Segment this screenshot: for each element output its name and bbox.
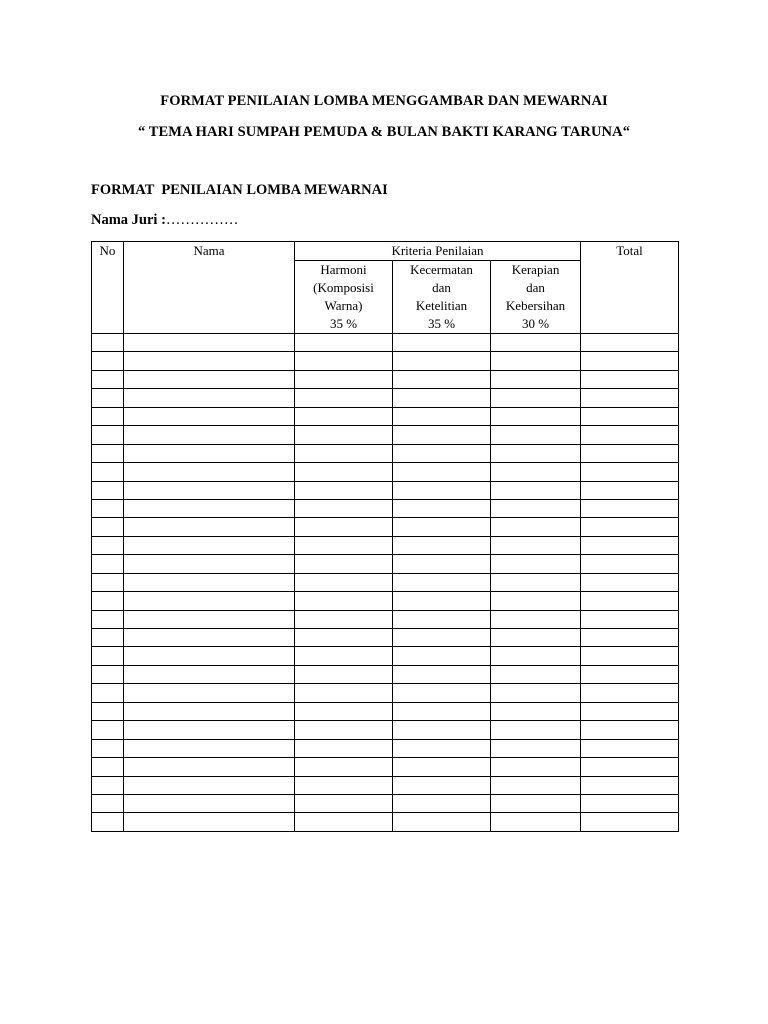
cell-kerapian: [491, 758, 581, 776]
table-row: [92, 499, 679, 517]
table-row: [92, 352, 679, 370]
table-row: [92, 684, 679, 702]
table-row: [92, 518, 679, 536]
cell-nama: [124, 389, 295, 407]
cell-nama: [124, 334, 295, 352]
cell-total: [581, 389, 679, 407]
document-subtitle: “ TEMA HARI SUMPAH PEMUDA & BULAN BAKTI KARANG TARUNA“: [137, 124, 631, 140]
cell-kecermatan: [393, 407, 491, 425]
cell-kerapian: [491, 555, 581, 573]
cell-kerapian: [491, 518, 581, 536]
table-row: [92, 555, 679, 573]
judge-name-blank: ……………: [165, 212, 239, 228]
criterion-line: dan: [526, 280, 545, 295]
cell-total: [581, 629, 679, 647]
cell-harmoni: [295, 499, 393, 517]
cell-nama: [124, 665, 295, 683]
table-row: [92, 776, 679, 794]
cell-kerapian: [491, 629, 581, 647]
table-row: [92, 739, 679, 757]
cell-harmoni: [295, 794, 393, 812]
cell-harmoni: [295, 334, 393, 352]
cell-no: [92, 573, 124, 591]
cell-harmoni: [295, 776, 393, 794]
table-row: [92, 702, 679, 720]
cell-kerapian: [491, 721, 581, 739]
cell-no: [92, 481, 124, 499]
cell-nama: [124, 629, 295, 647]
cell-nama: [124, 555, 295, 573]
cell-nama: [124, 794, 295, 812]
criterion-line: Harmoni: [320, 262, 367, 277]
cell-harmoni: [295, 407, 393, 425]
cell-total: [581, 499, 679, 517]
cell-kecermatan: [393, 758, 491, 776]
cell-no: [92, 555, 124, 573]
cell-harmoni: [295, 389, 393, 407]
cell-total: [581, 426, 679, 444]
cell-kecermatan: [393, 334, 491, 352]
cell-harmoni: [295, 555, 393, 573]
cell-harmoni: [295, 739, 393, 757]
table-row: [92, 463, 679, 481]
section-heading: FORMAT PENILAIAN LOMBA MEWARNAI: [91, 182, 388, 198]
document-title: FORMAT PENILAIAN LOMBA MENGGAMBAR DAN MEWARNAI: [160, 93, 608, 109]
cell-no: [92, 794, 124, 812]
cell-harmoni: [295, 444, 393, 462]
cell-kerapian: [491, 813, 581, 831]
cell-kerapian: [491, 499, 581, 517]
cell-no: [92, 352, 124, 370]
cell-kecermatan: [393, 721, 491, 739]
cell-total: [581, 665, 679, 683]
cell-kecermatan: [393, 389, 491, 407]
cell-kerapian: [491, 647, 581, 665]
header-nama: Nama: [124, 242, 295, 334]
cell-harmoni: [295, 518, 393, 536]
cell-kerapian: [491, 592, 581, 610]
cell-kecermatan: [393, 555, 491, 573]
cell-total: [581, 794, 679, 812]
cell-total: [581, 813, 679, 831]
cell-nama: [124, 481, 295, 499]
cell-nama: [124, 647, 295, 665]
cell-total: [581, 481, 679, 499]
cell-no: [92, 702, 124, 720]
cell-nama: [124, 407, 295, 425]
cell-harmoni: [295, 813, 393, 831]
cell-no: [92, 407, 124, 425]
cell-kerapian: [491, 684, 581, 702]
cell-total: [581, 702, 679, 720]
cell-nama: [124, 610, 295, 628]
cell-kerapian: [491, 334, 581, 352]
cell-nama: [124, 684, 295, 702]
cell-total: [581, 647, 679, 665]
cell-kecermatan: [393, 665, 491, 683]
cell-no: [92, 444, 124, 462]
table-row: [92, 813, 679, 831]
cell-total: [581, 334, 679, 352]
cell-kerapian: [491, 573, 581, 591]
cell-no: [92, 610, 124, 628]
cell-kerapian: [491, 610, 581, 628]
cell-no: [92, 426, 124, 444]
cell-nama: [124, 352, 295, 370]
cell-harmoni: [295, 463, 393, 481]
cell-no: [92, 739, 124, 757]
cell-total: [581, 444, 679, 462]
criterion-line: Kerapian: [511, 262, 560, 277]
cell-no: [92, 334, 124, 352]
header-kriteria: Kriteria Penilaian: [295, 242, 581, 261]
cell-no: [92, 758, 124, 776]
cell-harmoni: [295, 536, 393, 554]
table-row: [92, 370, 679, 388]
cell-no: [92, 592, 124, 610]
criterion-weight: 35 %: [329, 316, 358, 331]
cell-nama: [124, 370, 295, 388]
table-row: [92, 592, 679, 610]
cell-total: [581, 610, 679, 628]
cell-kecermatan: [393, 610, 491, 628]
cell-kecermatan: [393, 702, 491, 720]
cell-harmoni: [295, 370, 393, 388]
cell-kecermatan: [393, 776, 491, 794]
criterion-line: Warna): [324, 298, 363, 313]
criterion-kerapian: [491, 261, 581, 334]
criterion-kecermatan: [393, 261, 491, 334]
criterion-harmoni: [295, 261, 393, 334]
table-row: [92, 794, 679, 812]
cell-kecermatan: [393, 629, 491, 647]
cell-nama: [124, 463, 295, 481]
cell-kerapian: [491, 481, 581, 499]
cell-nama: [124, 499, 295, 517]
criterion-line: (Komposisi: [313, 280, 374, 295]
cell-kerapian: [491, 389, 581, 407]
cell-nama: [124, 426, 295, 444]
cell-no: [92, 499, 124, 517]
cell-harmoni: [295, 573, 393, 591]
cell-total: [581, 463, 679, 481]
cell-kecermatan: [393, 444, 491, 462]
cell-kerapian: [491, 702, 581, 720]
cell-total: [581, 407, 679, 425]
cell-total: [581, 536, 679, 554]
criterion-line: Kecermatan: [410, 262, 473, 277]
cell-kecermatan: [393, 684, 491, 702]
table-row: [92, 629, 679, 647]
cell-kecermatan: [393, 592, 491, 610]
header-total: Total: [581, 242, 679, 334]
cell-nama: [124, 702, 295, 720]
table-row: [92, 426, 679, 444]
cell-nama: [124, 518, 295, 536]
cell-kerapian: [491, 463, 581, 481]
header-no: No: [92, 242, 124, 334]
table-row: [92, 610, 679, 628]
cell-total: [581, 573, 679, 591]
cell-nama: [124, 536, 295, 554]
cell-total: [581, 352, 679, 370]
table-row: [92, 665, 679, 683]
cell-no: [92, 518, 124, 536]
cell-harmoni: [295, 610, 393, 628]
judge-name-label: Nama Juri :: [91, 212, 166, 228]
cell-harmoni: [295, 758, 393, 776]
cell-kecermatan: [393, 518, 491, 536]
cell-kecermatan: [393, 463, 491, 481]
cell-nama: [124, 573, 295, 591]
table-row: [92, 573, 679, 591]
cell-kecermatan: [393, 481, 491, 499]
cell-harmoni: [295, 592, 393, 610]
cell-no: [92, 813, 124, 831]
criterion-line: dan: [432, 280, 451, 295]
cell-nama: [124, 739, 295, 757]
cell-kerapian: [491, 444, 581, 462]
table-row: [92, 407, 679, 425]
cell-kecermatan: [393, 647, 491, 665]
cell-kecermatan: [393, 499, 491, 517]
judge-name-line: [91, 212, 238, 229]
cell-kecermatan: [393, 813, 491, 831]
scoring-table-body: [92, 334, 679, 832]
cell-total: [581, 592, 679, 610]
cell-no: [92, 389, 124, 407]
cell-no: [92, 629, 124, 647]
cell-kerapian: [491, 536, 581, 554]
cell-harmoni: [295, 352, 393, 370]
cell-total: [581, 518, 679, 536]
cell-total: [581, 776, 679, 794]
cell-total: [581, 370, 679, 388]
criterion-weight: 35 %: [427, 316, 456, 331]
table-row: [92, 444, 679, 462]
cell-harmoni: [295, 426, 393, 444]
cell-harmoni: [295, 629, 393, 647]
cell-kecermatan: [393, 573, 491, 591]
criterion-line: Kebersihan: [505, 298, 566, 313]
cell-harmoni: [295, 647, 393, 665]
cell-kecermatan: [393, 794, 491, 812]
criterion-line: Ketelitian: [415, 298, 468, 313]
table-row: [92, 389, 679, 407]
cell-total: [581, 721, 679, 739]
cell-kerapian: [491, 665, 581, 683]
cell-no: [92, 665, 124, 683]
cell-no: [92, 721, 124, 739]
cell-harmoni: [295, 684, 393, 702]
table-row: [92, 481, 679, 499]
cell-harmoni: [295, 481, 393, 499]
table-row: [92, 758, 679, 776]
cell-harmoni: [295, 665, 393, 683]
cell-no: [92, 647, 124, 665]
cell-total: [581, 555, 679, 573]
cell-kerapian: [491, 794, 581, 812]
cell-kecermatan: [393, 352, 491, 370]
cell-kerapian: [491, 776, 581, 794]
cell-kerapian: [491, 426, 581, 444]
table-row: [92, 647, 679, 665]
cell-kecermatan: [393, 370, 491, 388]
cell-kecermatan: [393, 536, 491, 554]
cell-total: [581, 758, 679, 776]
cell-total: [581, 684, 679, 702]
table-row: [92, 334, 679, 352]
criterion-weight: 30 %: [521, 316, 550, 331]
cell-no: [92, 776, 124, 794]
cell-nama: [124, 721, 295, 739]
cell-kerapian: [491, 370, 581, 388]
cell-kecermatan: [393, 426, 491, 444]
cell-harmoni: [295, 721, 393, 739]
cell-total: [581, 739, 679, 757]
scoring-table: [91, 241, 679, 832]
cell-no: [92, 463, 124, 481]
cell-nama: [124, 758, 295, 776]
cell-kerapian: [491, 352, 581, 370]
table-row: [92, 721, 679, 739]
cell-kerapian: [491, 739, 581, 757]
cell-nama: [124, 813, 295, 831]
cell-nama: [124, 592, 295, 610]
table-row: [92, 536, 679, 554]
cell-kerapian: [491, 407, 581, 425]
cell-harmoni: [295, 702, 393, 720]
cell-no: [92, 536, 124, 554]
cell-nama: [124, 776, 295, 794]
cell-kecermatan: [393, 739, 491, 757]
cell-no: [92, 684, 124, 702]
cell-nama: [124, 444, 295, 462]
cell-no: [92, 370, 124, 388]
